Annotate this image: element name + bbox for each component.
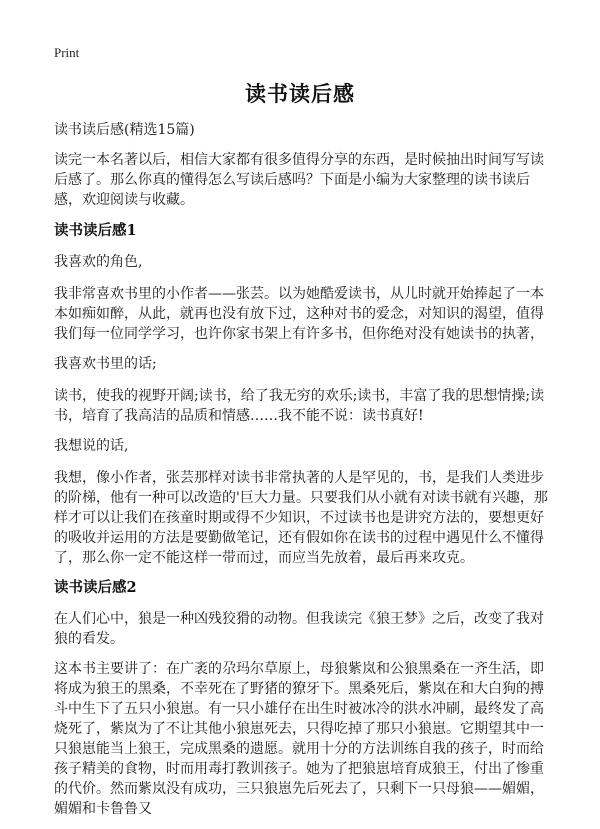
page-title: 读书读后感 [245,82,355,106]
print-link[interactable]: Print [54,45,80,60]
article-body [54,121,550,829]
section1-paragraph-3: 我喜欢书里的话; [54,356,157,372]
section1-paragraph-2: 我非常喜欢书里的小作者——张芸。以为她酷爱读书，从儿时就开始捧起了一本本如痴如醉，从此，就再也没有放下过，这种对书的爱念，对知识的渴望，值得我们每一位同学学习，也许你家书架上有许多书，但你绝对没有她读书的执著， [54,286,544,342]
section1-paragraph-1: 我喜欢的角色, [54,254,143,270]
section1-paragraph-5: 我想说的话, [54,438,129,454]
section2-paragraph-2: 这本书主要讲了：在广袤的尕玛尔草原上，母狼紫岚和公狼黑桑在一齐生活，即将成为狼王的黑桑，不幸死在了野猪的獠牙下。黑桑死后，紫岚在和大白狗的搏斗中生下了五只小狼崽。有一只小雄仔在出生时被冰冷的洪水冲刷，最终发了高烧死了，紫岚为了不让其他小狼崽死去，只得吃掉了那只小狼崽。它期望其中一只狼崽能当上狼王，完成黑桑的遗愿。就用十分的方法训练自我的孩子，时而给孩子精美的食物，时而用毒打教训孩子。她为了把狼崽培育成狼王，付出了惨重的代价。然而紫岚没有成功，三只狼崽先后死去了，只剩下一只母狼——媚媚，媚媚和卡鲁鲁又 [54,661,544,817]
article-subtitle: 读书读后感(精选15篇) [54,122,195,138]
section2-paragraph-1: 在人们心中，狼是一种凶残狡猾的动物。但我读完《狼王梦》之后，改变了我对狼的看发。 [54,611,544,647]
section1-paragraph-6: 我想，像小作者，张芸那样对读书非常执著的人是罕见的，书，是我们人类进步的阶梯，他有一种可以改造的'巨大力量。只要我们从小就有对读书就有兴趣，那样才可以让我们在孩童时期或得不少知识，不过读书也是讲究方法的，要想更好的吸收并运用的方法是要勤做笔记，还有假如你在读书的过程中遇见什么不懂得了，那么你一定不能这样一带而过，而应当先放着，最后再来攻克。 [54,470,548,566]
section-heading-2: 读书读后感2 [54,579,137,596]
section1-paragraph-4: 读书，使我的视野开阔;读书，给了我无穷的欢乐;读书，丰富了我的思想情操;读书，培育了我高洁的品质和情感……我不能不说：读书真好! [54,388,545,424]
section-heading-1: 读书读后感1 [54,222,137,239]
intro-paragraph: 读完一本名著以后，相信大家都有很多值得分享的东西，是时候抽出时间写写读后感了。那么你真的懂得怎么写读后感吗？下面是小编为大家整理的读书读后感，欢迎阅读与收藏。 [54,152,544,208]
